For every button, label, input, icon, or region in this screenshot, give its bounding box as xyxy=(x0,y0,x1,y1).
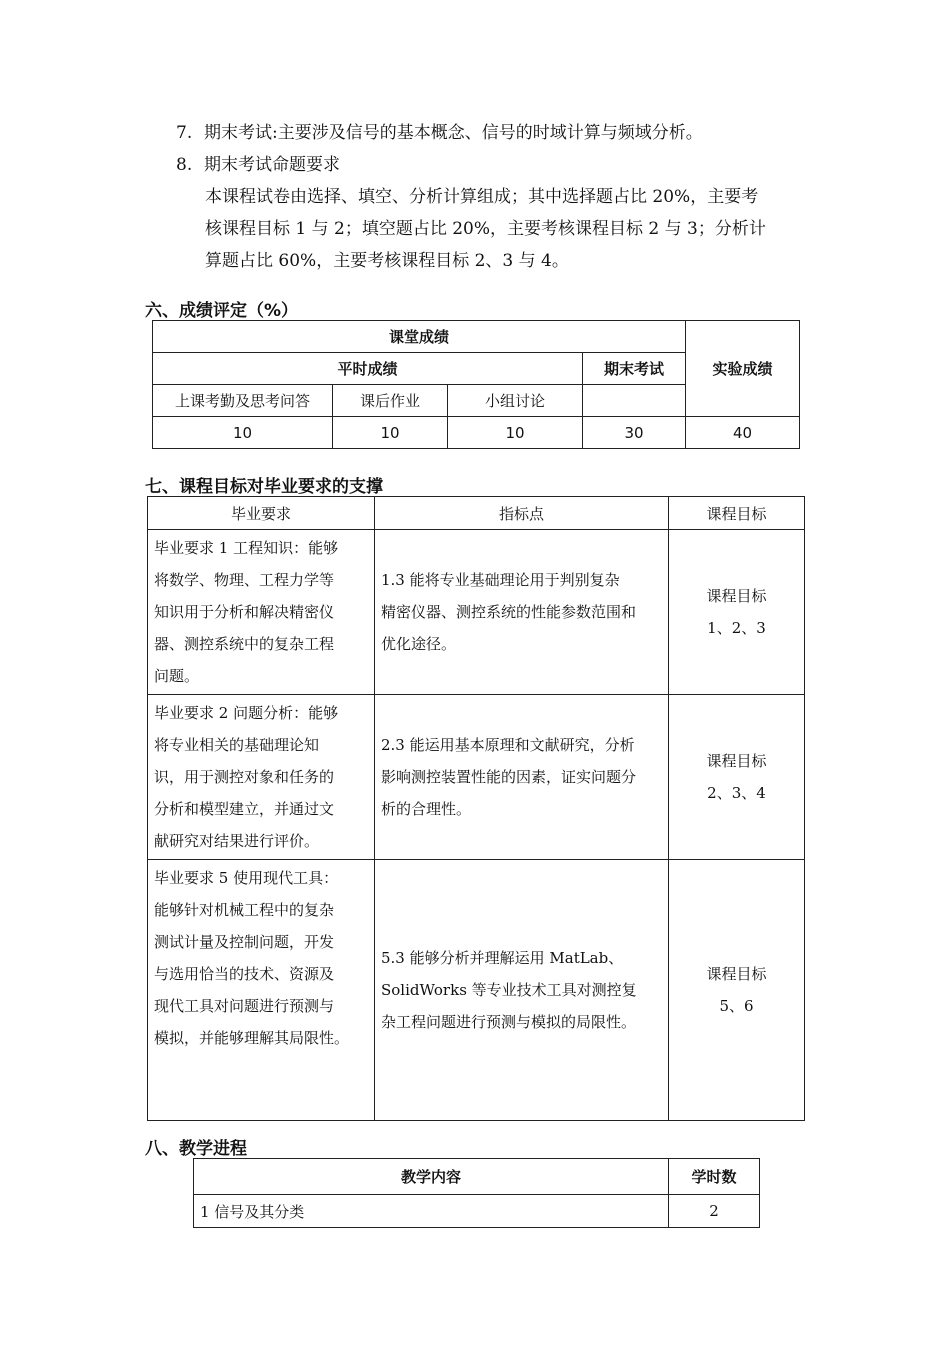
support-row xyxy=(148,860,805,1121)
header-requirement: 毕业要求 xyxy=(148,497,375,530)
goal-cell xyxy=(669,695,805,860)
section-6-heading: 六、成绩评定（%） xyxy=(145,301,299,321)
value-cell: 10 xyxy=(333,417,448,449)
schedule-table xyxy=(193,1158,760,1228)
text-line: 课程目标 xyxy=(706,752,767,770)
text-line: 精密仪器、测控系统的性能参数范围和 xyxy=(381,603,637,621)
text-line: 优化途径。 xyxy=(381,635,457,653)
value-cell: 10 xyxy=(153,417,333,449)
final-header: 期末考试 xyxy=(583,353,686,385)
paragraph-line: 核课程目标 1 与 2；填空题占比 20%，主要考核课程目标 2 与 3；分析计 xyxy=(205,219,766,239)
text-line: 5.3 能够分析并理解运用 MatLab、 xyxy=(381,949,624,967)
homework-header: 课后作业 xyxy=(333,385,448,417)
content-cell: 1 信号及其分类 xyxy=(194,1195,669,1228)
item-text: 期末考试:主要涉及信号的基本概念、信号的时域计算与频域分析。 xyxy=(204,123,703,143)
section-8-heading: 八、教学进程 xyxy=(145,1139,247,1159)
hours-header: 学时数 xyxy=(669,1159,760,1195)
paragraph-line: 本课程试卷由选择、填空、分析计算组成；其中选择题占比 20%，主要考 xyxy=(205,187,759,207)
text-line: 5、6 xyxy=(719,997,754,1015)
indicator-cell xyxy=(375,695,669,860)
content-header: 教学内容 xyxy=(194,1159,669,1195)
header-indicator: 指标点 xyxy=(375,497,669,530)
text-line: SolidWorks 等专业技术工具对测控复 xyxy=(381,981,637,999)
text-line: 2、3、4 xyxy=(707,784,766,802)
text-line: 2.3 能运用基本原理和文献研究，分析 xyxy=(381,736,635,754)
indicator-cell xyxy=(375,530,669,695)
text-line: 现代工具对问题进行预测与 xyxy=(154,997,335,1015)
text-line: 分析和模型建立，并通过文 xyxy=(154,800,335,818)
text-line: 课程目标 xyxy=(706,587,767,605)
text-line: 献研究对结果进行评价。 xyxy=(154,832,320,850)
text-line: 1.3 能将专业基础理论用于判别复杂 xyxy=(381,571,620,589)
section-7-heading: 七、课程目标对毕业要求的支撑 xyxy=(145,477,383,497)
text-line: 能够针对机械工程中的复杂 xyxy=(154,901,335,919)
indicator-cell xyxy=(375,860,669,1121)
text-line: 知识用于分析和解决精密仪 xyxy=(154,603,335,621)
support-row xyxy=(148,530,805,695)
goal-cell xyxy=(669,860,805,1121)
value-cell: 30 xyxy=(583,417,686,449)
text-line: 毕业要求 5 使用现代工具： xyxy=(154,869,339,887)
exam-item-8 xyxy=(176,149,340,181)
text-line: 模拟，并能够理解其局限性。 xyxy=(154,1029,350,1047)
attendance-header: 上课考勤及思考问答 xyxy=(153,385,333,417)
final-empty-cell xyxy=(583,385,686,417)
header-goal: 课程目标 xyxy=(669,497,805,530)
exam-paragraph xyxy=(205,181,815,277)
text-line: 问题。 xyxy=(154,667,200,685)
text-line: 将数学、物理、工程力学等 xyxy=(154,571,335,589)
discussion-header: 小组讨论 xyxy=(448,385,583,417)
classroom-header: 课堂成绩 xyxy=(153,321,686,353)
paragraph-line: 算题占比 60%，主要考核课程目标 2、3 与 4。 xyxy=(205,251,569,271)
requirement-cell xyxy=(148,860,375,1121)
text-line: 课程目标 xyxy=(706,965,767,983)
grade-values-row xyxy=(153,417,800,449)
exam-item-7 xyxy=(176,117,703,149)
text-line: 与选用恰当的技术、资源及 xyxy=(154,965,335,983)
goal-cell xyxy=(669,530,805,695)
text-line: 毕业要求 2 问题分析：能够 xyxy=(154,704,339,722)
text-line: 器、测控系统中的复杂工程 xyxy=(154,635,335,653)
text-line: 影响测控装置性能的因素，证实问题分 xyxy=(381,768,637,786)
usual-header: 平时成绩 xyxy=(153,353,583,385)
lab-header: 实验成绩 xyxy=(686,321,800,417)
text-line: 杂工程问题进行预测与模拟的局限性。 xyxy=(381,1013,637,1031)
text-line: 识，用于测控对象和任务的 xyxy=(154,768,335,786)
item-number: 8. xyxy=(176,155,193,175)
value-cell: 10 xyxy=(448,417,583,449)
requirement-cell xyxy=(148,695,375,860)
support-table xyxy=(147,496,805,1121)
text-line: 1、2、3 xyxy=(707,619,766,637)
item-text: 期末考试命题要求 xyxy=(204,155,340,175)
text-line: 析的合理性。 xyxy=(381,800,472,818)
item-number: 7. xyxy=(176,123,193,143)
text-line: 测试计量及控制问题，开发 xyxy=(154,933,335,951)
text-line: 将专业相关的基础理论知 xyxy=(154,736,320,754)
text-line: 毕业要求 1 工程知识：能够 xyxy=(154,539,339,557)
requirement-cell xyxy=(148,530,375,695)
schedule-row xyxy=(194,1195,760,1228)
value-cell: 40 xyxy=(686,417,800,449)
support-row xyxy=(148,695,805,860)
hours-cell: 2 xyxy=(669,1195,760,1228)
grade-table xyxy=(152,320,800,449)
